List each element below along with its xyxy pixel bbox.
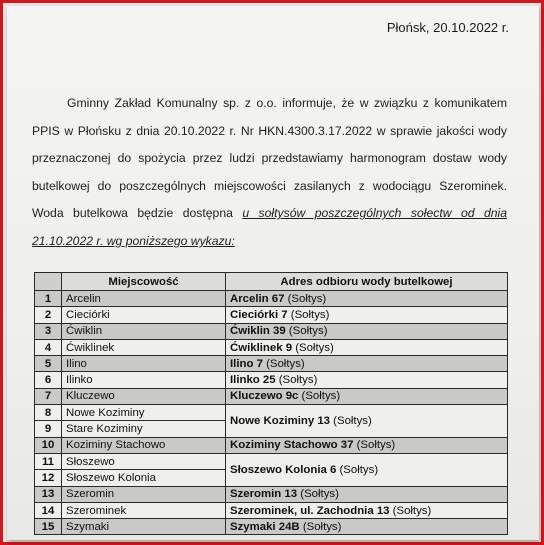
address-main: Słoszewo Kolonia 6 [230, 463, 337, 476]
announcement-emphasis: u sołtysów poszczególnych sołectw od dnia 21.10.2022 r. wg poniższego wykazu: [32, 206, 508, 248]
row-number: 15 [35, 519, 62, 535]
row-place: Ilinko [62, 372, 226, 388]
table-row [35, 372, 508, 388]
address-main: Ilino 7 [230, 357, 263, 370]
row-place: Kluczewo [62, 388, 226, 404]
address-main: Ćwiklinek 9 [230, 341, 293, 354]
address-main: Cieciórki 7 [230, 308, 288, 321]
row-place: Szerominek [62, 502, 226, 518]
table-row [35, 453, 508, 469]
address-main: Koziminy Stachowo 37 [230, 439, 354, 452]
table-row [35, 323, 508, 339]
address-note: (Sołtys) [353, 439, 396, 452]
row-place: Ćwiklin [62, 323, 226, 339]
row-place: Słoszewo [62, 453, 226, 469]
header-place: Miejscowość [62, 273, 226, 291]
address-note: (Sołtys) [330, 414, 372, 427]
row-number: 3 [35, 323, 62, 339]
row-address [226, 307, 508, 323]
table-row [35, 437, 508, 453]
announcement-text [32, 90, 507, 256]
address-note: (Sołtys) [389, 504, 432, 517]
table-header-row [35, 273, 508, 291]
row-address [226, 486, 508, 502]
row-number: 8 [35, 405, 62, 421]
address-main: Nowe Koziminy 13 [230, 414, 331, 427]
address-note: (Sołtys) [284, 292, 327, 305]
address-note: (Sołtys) [299, 520, 342, 533]
announcement-main: Gminny Zakład Komunalny sp. z o.o. informuje, że w związku z komunikatem PPIS w Płońsku z dnia 20.10.2022 r. Nr HKN.4300.3.17.2022 w sprawie jakości wody przeznaczonej do spożycia przez ludzi przedstawiamy harmonogram dostaw wody butelkowej do poszczególnych miejscowości zasilanych z wodociągu Szerominek. Woda butelkowa będzie dostępna [32, 96, 507, 221]
row-address [226, 388, 508, 404]
row-address [226, 502, 508, 518]
row-number: 2 [35, 307, 62, 323]
address-note: (Sołtys) [297, 488, 339, 501]
address-main: Szeromin 13 [230, 488, 298, 501]
row-place: Szymaki [62, 519, 226, 535]
row-place: Szeromin [62, 486, 226, 502]
row-address [226, 323, 508, 339]
row-place: Słoszewo Kolonia [62, 470, 226, 486]
address-note: (Sołtys) [287, 308, 330, 321]
row-address [226, 356, 508, 372]
address-note: (Sołtys) [262, 357, 305, 370]
row-address [226, 291, 508, 307]
row-address [226, 339, 508, 355]
address-main: Ilinko 25 [230, 374, 276, 387]
row-place: Ilino [62, 356, 226, 372]
address-main: Szymaki 24B [230, 520, 300, 533]
row-number: 9 [35, 421, 62, 437]
table-row [35, 291, 508, 307]
row-place: Cieciórki [62, 307, 226, 323]
address-note: (Sołtys) [275, 374, 318, 387]
row-number: 7 [35, 388, 62, 404]
row-place: Ćwiklinek [62, 339, 226, 355]
row-address [226, 519, 508, 535]
table-row [35, 307, 508, 323]
row-number: 12 [35, 470, 62, 486]
header-address: Adres odbioru wody butelkowej [226, 273, 508, 291]
table-row [35, 486, 508, 502]
row-address [226, 372, 508, 388]
table-row [35, 502, 508, 518]
row-number: 6 [35, 372, 62, 388]
row-number: 5 [35, 356, 62, 372]
row-place: Stare Koziminy [62, 421, 226, 437]
header-number [35, 273, 62, 291]
row-place: Nowe Koziminy [62, 405, 226, 421]
table-row [35, 388, 508, 404]
delivery-table [34, 272, 508, 535]
row-number: 14 [35, 502, 62, 518]
row-number: 1 [35, 291, 62, 307]
row-address [226, 437, 508, 453]
document-page [7, 6, 539, 540]
address-note: (Sołtys) [292, 341, 334, 354]
table-row [35, 519, 508, 535]
address-note: (Sołtys) [336, 463, 379, 476]
row-address-merged [226, 453, 508, 486]
address-main: Szerominek, ul. Zachodnia 13 [230, 504, 390, 517]
row-number: 13 [35, 486, 62, 502]
address-note: (Sołtys) [285, 325, 328, 338]
row-number: 10 [35, 437, 62, 453]
row-place: Koziminy Stachowo [62, 437, 226, 453]
row-address-merged [226, 405, 508, 438]
table-row [35, 356, 508, 372]
table-row [35, 339, 508, 355]
document-date: Płońsk, 20.10.2022 r. [386, 20, 509, 35]
table-row [35, 405, 508, 421]
row-number: 4 [35, 339, 62, 355]
row-place: Arcelin [62, 291, 226, 307]
address-main: Arcelin 67 [230, 292, 285, 305]
address-main: Ćwiklin 39 [230, 325, 286, 338]
row-number: 11 [35, 453, 62, 469]
address-note: (Sołtys) [298, 390, 341, 403]
address-main: Kluczewo 9c [230, 390, 299, 403]
